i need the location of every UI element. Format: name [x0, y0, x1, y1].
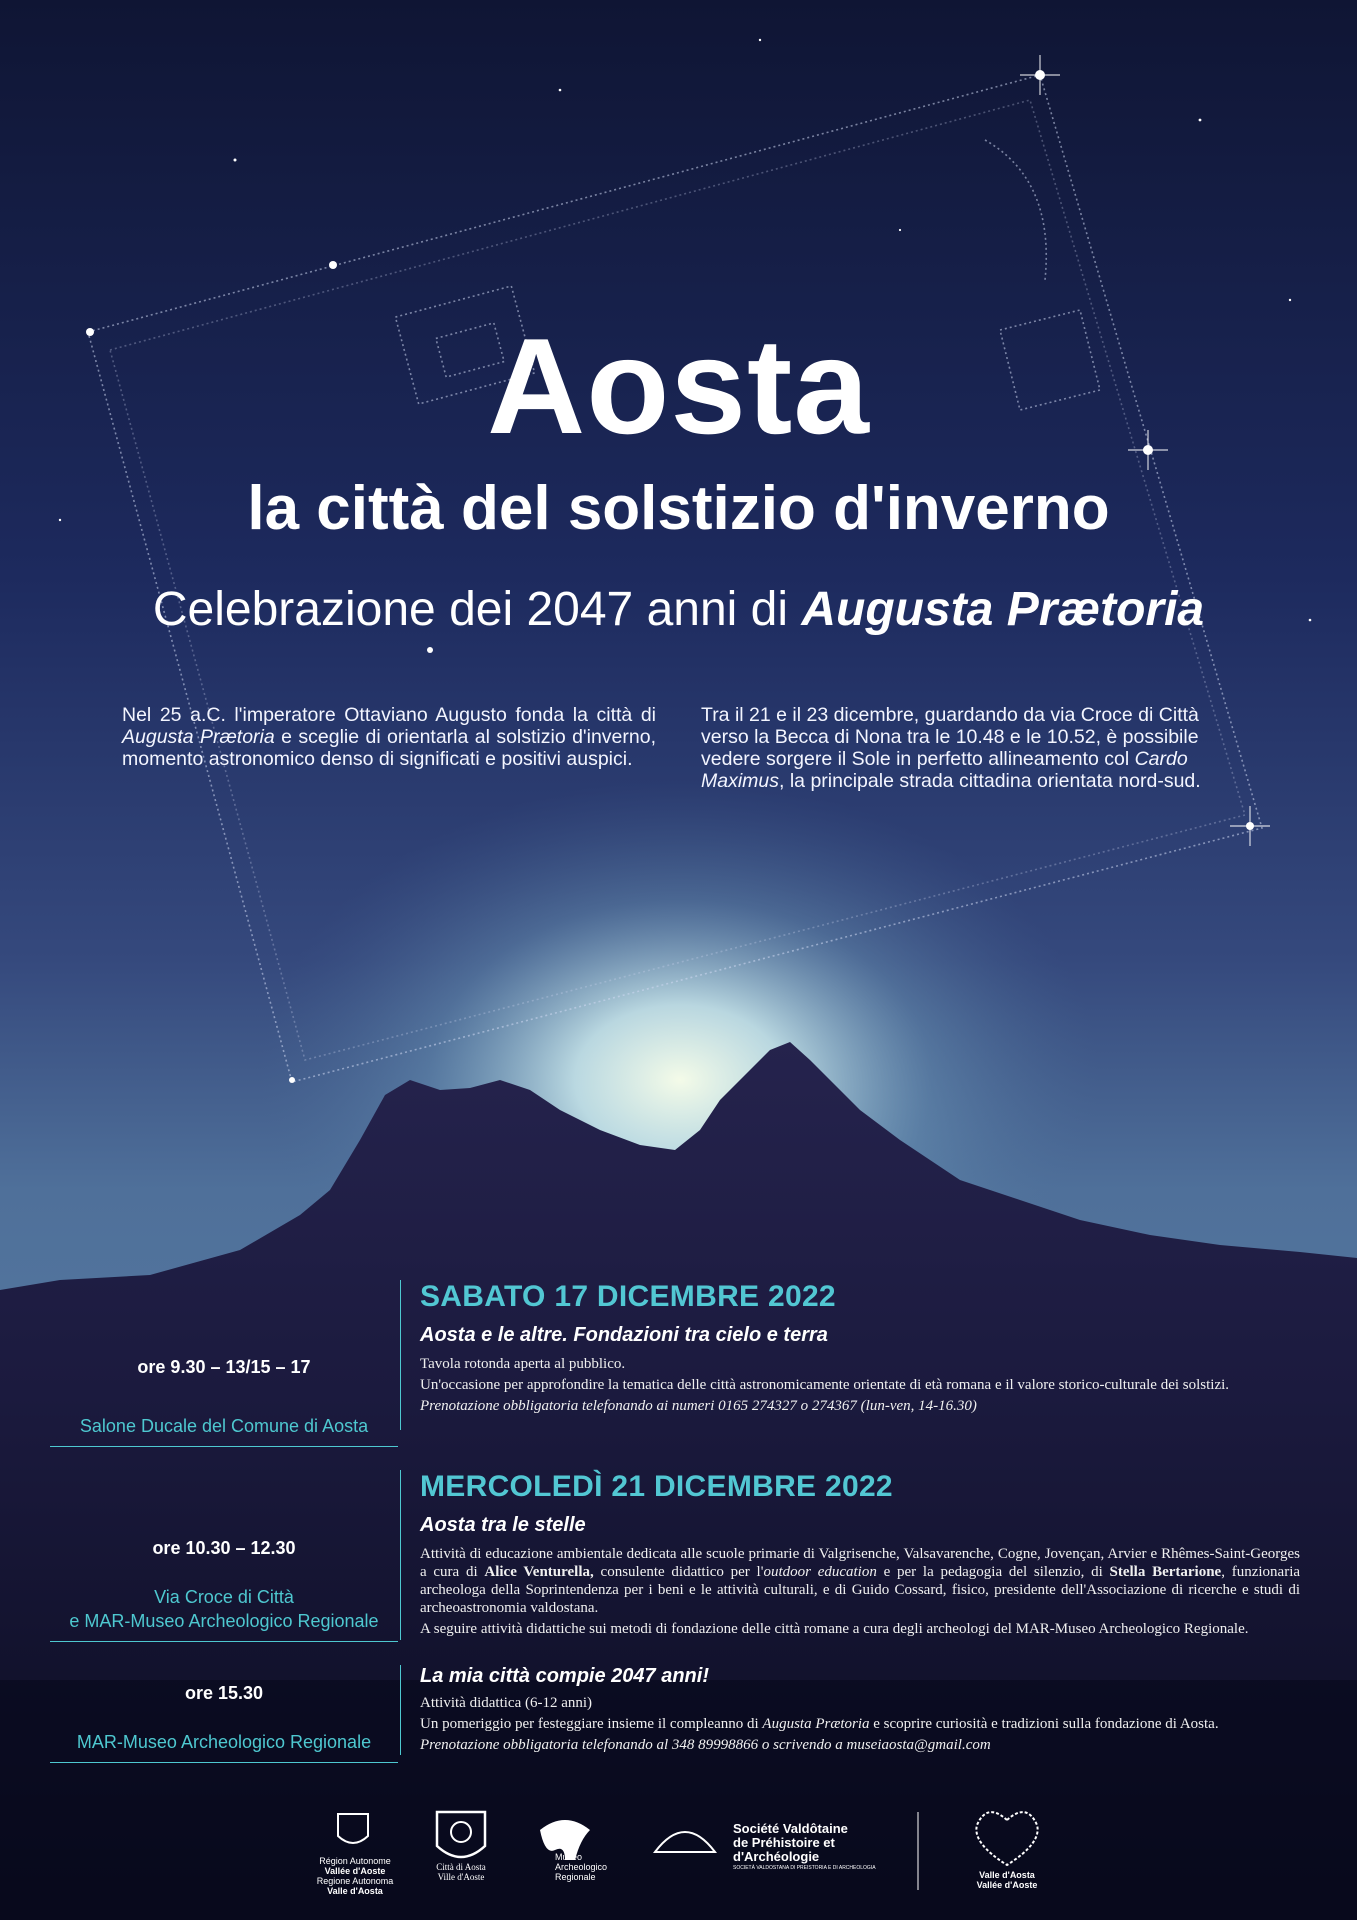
event1-line3: Prenotazione obbligatoria telefonando ai numeri 0165 274327 o 274367 (lun-ven, 14-16.30)	[420, 1398, 977, 1414]
event3-left	[50, 1683, 398, 1763]
intro-right-italic: Cardo Maximus	[701, 748, 1188, 792]
event2-right	[420, 1472, 1300, 1638]
logo4-b: de Préhistoire et	[733, 1835, 835, 1850]
event3-line3: Prenotazione obbligatoria telefonando al 348 89998866 o scrivendo a museiaosta@gmail.com	[420, 1737, 991, 1753]
event2-p1-g: , funzionaria archeologa della Soprintendenza per i beni e le attività culturali, e di Guido Cossard, fisico, presidente dell'Associazione di ricerche e studi di archeoastronomia valdostana.	[420, 1564, 1301, 1616]
separator-line	[400, 1665, 401, 1755]
event2-title: Aosta tra le stelle	[420, 1514, 586, 1536]
logo1-a: Région Autonome	[319, 1856, 391, 1866]
logo5-b: Vallée d'Aoste	[976, 1880, 1038, 1890]
event2-p1-e: e per la pedagogia del silenzio, di	[883, 1564, 1103, 1580]
logo-vda	[962, 1870, 1052, 1890]
event2-p2: A seguire attività didattiche sui metodi di fondazione delle città romane a cura degli archeologi del MAR-Museo Archeologico Regionale.	[420, 1621, 1249, 1637]
event2-p1-c: consulente didattico per l'	[600, 1564, 764, 1580]
intro-left-italic: Augusta Prætoria	[122, 726, 275, 748]
celebration-italic: Augusta Prætoria	[801, 583, 1205, 636]
logo2-a: Città di Aosta	[436, 1862, 486, 1872]
event2-venue-1: Via Croce di Città	[154, 1587, 294, 1607]
logo5-a: Valle d'Aosta	[979, 1870, 1035, 1880]
event2-p1-b: Alice Venturella,	[484, 1564, 594, 1580]
logo-region	[315, 1856, 395, 1896]
intro-right	[701, 704, 1235, 792]
celebration-prefix: Celebrazione dei 2047 anni di	[152, 583, 789, 636]
event1-line2: Un'occasione per approfondire la tematica delle città astronomicamente orientate di età romana e il valore storico-culturale dei solstizi.	[420, 1377, 1230, 1393]
logo1-c: Regione Autonoma	[316, 1876, 394, 1886]
event3-line2-italic: Augusta Prætoria	[762, 1716, 870, 1732]
separator-line	[400, 1470, 401, 1640]
event3-right	[420, 1665, 1300, 1754]
intro-left-text-a: Nel 25 a.C. l'imperatore Ottaviano Augusto fonda la città di	[122, 704, 656, 726]
valle-aosta-crest-icon	[338, 1814, 368, 1843]
event2-p1-d: outdoor education	[763, 1564, 877, 1580]
event2-p1-a: Attività di educazione ambientale dedicata alle scuole primarie di Valgrisenche, Valsavarenche, Cogne, Jovençan, Arvier e Rhêmes-Saint-Georges a cura di	[420, 1546, 1300, 1580]
event2-time: ore 10.30 – 12.30	[152, 1538, 296, 1558]
event3-title: La mia città compie 2047 anni!	[420, 1665, 709, 1687]
footer-logos	[0, 1800, 1357, 1900]
event3-time: ore 15.30	[184, 1683, 264, 1703]
event2-venue	[50, 1585, 398, 1642]
logo1-d: Valle d'Aosta	[327, 1886, 383, 1896]
logo1-b: Vallée d'Aoste	[324, 1866, 386, 1876]
event2-p1-f: Stella Bertarione	[1109, 1564, 1222, 1580]
event3-line1: Attività didattica (6-12 anni)	[420, 1695, 593, 1711]
intro-left	[122, 704, 656, 770]
logo-shapes	[0, 1800, 1357, 1900]
logo-museum	[555, 1852, 615, 1882]
event2-date: MERCOLEDÌ 21 DICEMBRE 2022	[420, 1470, 893, 1503]
event1-left	[50, 1357, 398, 1447]
event1-time: ore 9.30 – 13/15 – 17	[137, 1357, 311, 1377]
logo4-c: d'Archéologie	[733, 1849, 820, 1864]
vda-heart-icon	[976, 1812, 1037, 1865]
event3-line2	[420, 1715, 1300, 1733]
logo4-a: Société Valdôtaine	[733, 1821, 848, 1836]
logo4-d: SOCIETÀ VALDOSTANA DI PREISTORIA E DI ARCHEOLOGIA	[733, 1865, 876, 1871]
event1-date: SABATO 17 DICEMBRE 2022	[420, 1280, 836, 1313]
subtitle: la città del solstizio d'inverno	[247, 474, 1110, 543]
intro-right-text-b: , la principale strada cittadina orientata nord-sud.	[779, 770, 1201, 792]
event3-line2-b: e scoprire curiosità e tradizioni sulla fondazione di Aosta.	[873, 1716, 1219, 1732]
main-title: Aosta	[487, 310, 870, 462]
event3-venue: MAR-Museo Archeologico Regionale	[50, 1730, 398, 1763]
event2-left	[50, 1538, 398, 1642]
event2-venue-2: e MAR-Museo Archeologico Regionale	[69, 1611, 379, 1631]
event1-right	[420, 1282, 1300, 1415]
event1-title: Aosta e le altre. Fondazioni tra cielo e terra	[420, 1324, 828, 1346]
archaeology-society-icon	[655, 1832, 715, 1852]
logo3-b: Archeologico	[555, 1862, 608, 1872]
aosta-city-crest-icon	[437, 1812, 485, 1857]
intro-right-text-a: Tra il 21 e il 23 dicembre, guardando da via Croce di Città verso la Becca di Nona tra le 10.48 e le 10.52, è possibile vedere sorgere il Sole in perfetto allineamento col	[701, 704, 1199, 770]
event1-line1: Tavola rotonda aperta al pubblico.	[420, 1356, 626, 1372]
logo-city	[425, 1862, 497, 1882]
event3-line2-a: Un pomeriggio per festeggiare insieme il compleanno di	[420, 1716, 759, 1732]
logo3-a: Museo	[555, 1852, 583, 1862]
event2-p1	[420, 1545, 1300, 1617]
intro-left-text-b: e sceglie di orientarla al solstizio d'inverno, momento astronomico denso di significati e positivi auspici.	[122, 726, 657, 770]
separator-line	[400, 1280, 401, 1430]
celebration-heading	[0, 583, 1357, 636]
logo-society	[733, 1822, 893, 1872]
logo3-c: Regionale	[555, 1872, 596, 1882]
event1-venue: Salone Ducale del Comune di Aosta	[50, 1414, 398, 1447]
logo2-b: Ville d'Aoste	[437, 1872, 485, 1882]
